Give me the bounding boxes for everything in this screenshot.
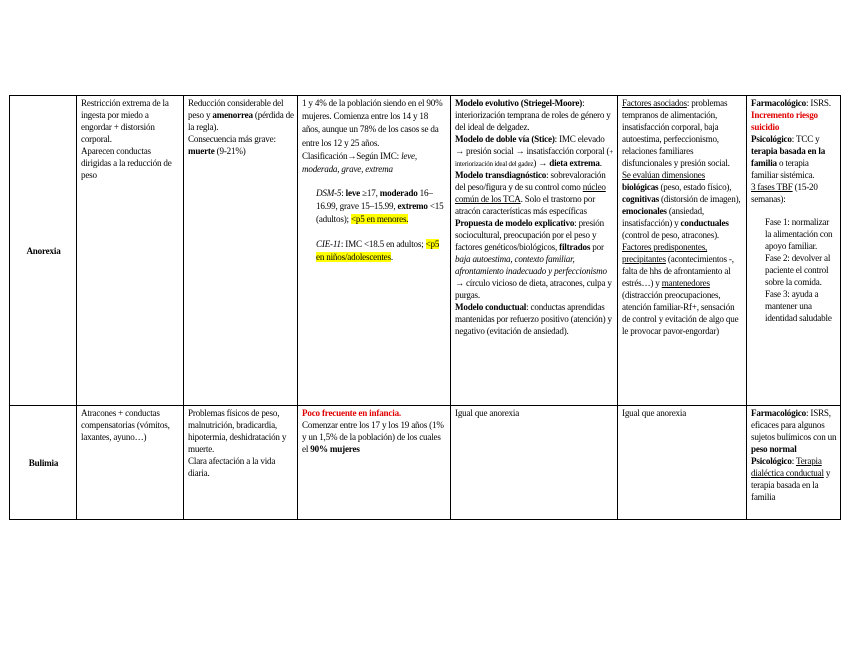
epidemiology-text: Comenzar entre los 17 y los 19 años (1% y un 1,5% de la población) de los cuales el 90% mujeres: [302, 420, 444, 454]
consequences-text: Clara afectación a la vida diaria.: [188, 456, 276, 478]
highlight-children: <p5 en niños/adolescentes: [316, 238, 440, 262]
consequences-text: Problemas físicos de peso, malnutrición, bradicardia, hipotermia, deshidratación y muerte.: [188, 408, 287, 454]
treatment-cell-anorexia: [747, 96, 841, 406]
model-conductual: Modelo conductual: conductas aprendidas mantenidas por refuerzo positivo (atención) y negativo (evitación de ansiedad).: [455, 302, 612, 337]
disorder-label-bulimia: Bulimia: [10, 406, 77, 520]
factors-cell-anorexia: [618, 96, 747, 406]
epidemiology-text: 1 y 4% de la población siendo en el 90% mujeres. Comienza entre los 14 y 18 años, aunque un 78% de los casos se da entre los 12 y 25 años. Clasificación→Según IMC: leve, moderada, grave, extrema: [302, 98, 443, 174]
definition-cell-bulimia: [77, 406, 184, 520]
table-row-anorexia: [10, 96, 841, 406]
consequences-text: Reducción considerable del peso y amenorrea (pérdida de la regla).: [188, 98, 294, 132]
treatment-pharma: Farmacológico: ISRS. Incremento riesgo suicidio: [751, 98, 831, 132]
consequences-cell-anorexia: [184, 96, 298, 406]
highlight-minors: <p5 en menores.: [350, 214, 409, 225]
treatment-phase-3: Fase 3: ayuda a mantener una identidad saludable: [765, 289, 832, 323]
dsm5-criteria: DSM-5: leve ≥17, moderado 16–16.99, grave 15–15.99, extremo <15 (adultos); <p5 en menores.: [316, 188, 444, 225]
treatment-psycho: Psicológico: Terapia dialéctica conductual y terapia basada en la familia: [751, 456, 831, 502]
definition-text: Aparecen conductas dirigidas a la reducción de peso: [81, 146, 172, 180]
treatment-phases: 3 fases TBF (15-20 semanas):: [751, 182, 818, 204]
treatment-phase-1: Fase 1: normalizar la alimentación con apoyo familiar.: [765, 217, 833, 251]
factors-dimensions: Se evalúan dimensiones biológicas (peso, estado físico), cognitivas (distorsión de imagen), emocionales (ansiedad, insatisfacción) y conductuales (control de peso, atracones).: [622, 170, 741, 240]
treatment-phase-2: Fase 2: devolver al paciente el control sobre la comida.: [765, 253, 831, 287]
cie11-criteria: CIE-11: IMC <18.5 en adultos; <p5 en niños/adolescentes.: [316, 238, 440, 262]
factors-text: Igual que anorexia: [622, 408, 687, 418]
model-transdiagnostico: Modelo transdiagnóstico: sobrevaloración del peso/figura y de su control como núcleo común de los TCA. Solo el trastorno por atracón características más específicas: [455, 170, 606, 217]
treatment-cell-bulimia: [747, 406, 841, 520]
epidemiology-cell-bulimia: [298, 406, 451, 520]
models-text: Igual que anorexia: [455, 408, 520, 418]
definition-text: Atracones + conductas compensatorias (vómitos, laxantes, ayuno…): [81, 408, 170, 442]
factors-cell-bulimia: [618, 406, 747, 520]
models-cell-bulimia: [451, 406, 618, 520]
warning-text: Incremento riesgo suicidio: [751, 110, 818, 132]
definition-cell-anorexia: [77, 96, 184, 406]
epidemiology-cell-anorexia: [298, 96, 451, 406]
consequences-text: Consecuencia más grave: muerte (9-21%): [188, 134, 276, 156]
table-row-bulimia: [10, 406, 841, 520]
factors-associated: Factores asociados: problemas tempranos de alimentación, insatisfacción corporal, baja autoestima, perfeccionismo, relaciones familiares disfuncionales y presión social.: [622, 98, 730, 168]
factors-predisposing: Factores predisponentes, precipitantes (acontecimientos -, falta de hhs de afrontamiento al estrés…) y mantenedores (distracción preocupaciones, atención familiar-Rf+, sensación de control y evitación de algo que le provocar pavor-engordar): [622, 242, 739, 336]
model-explicativo: Propuesta de modelo explicativo: presión sociocultural, preocupación por el peso y factores genéticos/biológicos, filtrados por baja autoestima, contexto familiar, afrontamiento inadecuado y perfeccionismo → círculo vicioso de dieta, atracones, culpa y purgas.: [455, 218, 612, 301]
treatment-pharma: Farmacológico: ISRS, eficaces para algunos sujetos bulímicos con un peso normal: [751, 408, 837, 454]
model-evolutivo: Modelo evolutivo (Striegel-Moore): interiorización temprana de roles de género y del ideal de delgadez.: [455, 98, 611, 132]
models-cell-anorexia: [451, 96, 618, 406]
model-doble-via: Modelo de doble vía (Stice): IMC elevado → presión social → insatisfacción corporal (+ interiorización ideal del gadez) → dieta extrema.: [455, 134, 614, 169]
definition-text: Restricción extrema de la ingesta por miedo a engordar + distorsión corporal.: [81, 98, 169, 144]
disorder-label-anorexia: Anorexia: [10, 96, 77, 406]
disorders-table: [9, 95, 841, 520]
epidemiology-warning: Poco frecuente en infancia.: [302, 408, 401, 418]
treatment-psycho: Psicológico: TCC y terapia basada en la familia o terapia familiar sistémica.: [751, 134, 826, 180]
consequences-cell-bulimia: [184, 406, 298, 520]
